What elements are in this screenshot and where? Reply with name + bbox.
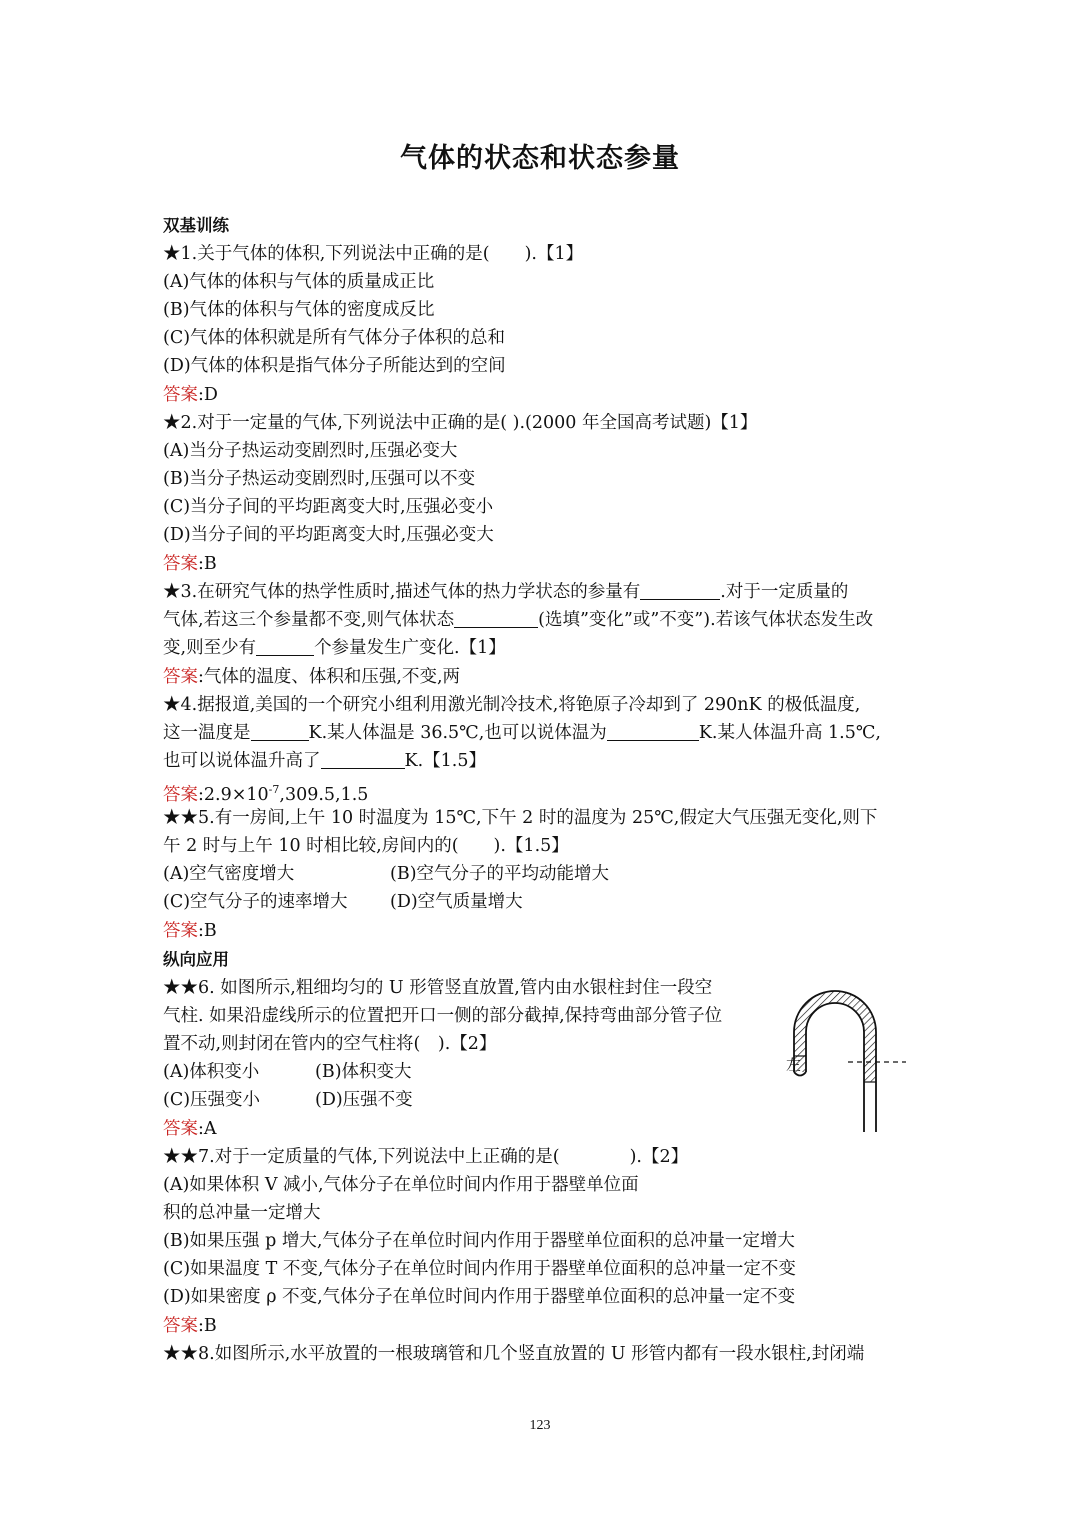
section-heading-basic: 双基训练 [163,216,229,235]
q8-line-1: ★★8.如图所示,水平放置的一根玻璃管和几个竖直放置的 U 形管内都有一段水银柱,封闭端 [163,1344,865,1364]
figure-label-left: 左 [786,1056,802,1074]
q5-option-a: (A)空气密度增大 [163,864,295,884]
q3-line-1: ★3.在研究气体的热学性质时,描述气体的热力学状态的参量有 .对于一定质量的 [163,582,849,602]
q7-stem: ★★7.对于一定质量的气体,下列说法中上正确的是( ).【2】 [163,1147,689,1167]
q6-option-d: (D)压强不变 [315,1090,413,1110]
q6-option-b: (B)体积变大 [315,1062,412,1082]
q3-line-2: 气体,若这三个参量都不变,则气体状态 (选填”变化”或”不变”).若该气体状态发生改 [163,610,874,630]
u-tube-diagram [782,986,912,1132]
section-heading-applied: 纵向应用 [163,950,229,969]
fill-blank [256,637,314,656]
q1-option-b: (B)气体的体积与气体的密度成反比 [163,300,435,320]
q5-line-2: 午 2 时与上午 10 时相比较,房间内的( ).【1.5】 [163,836,569,856]
q5-option-d: (D)空气质量增大 [390,892,523,912]
fill-blank [321,750,405,769]
q4-line-2: 这一温度是 K.某人体温是 36.5℃,也可以说体温为 K.某人体温升高 1.5℃, [163,723,881,743]
q6-options-row-2 [163,1087,413,1113]
q1-option-d: (D)气体的体积是指气体分子所能达到的空间 [163,356,506,376]
page-number: 123 [529,1418,551,1433]
q2-stem: ★2.对于一定量的气体,下列说法中正确的是( ).(2000 年全国高考试题)【1】 [163,413,758,433]
q1-option-a: (A)气体的体积与气体的质量成正比 [163,272,435,292]
q3-answer: 答案:气体的温度、体积和压强,不变,两 [163,667,461,687]
q6-line-1: ★★6. 如图所示,粗细均匀的 U 形管竖直放置,管内由水银柱封住一段空 [163,978,713,998]
q2-option-d: (D)当分子间的平均距离变大时,压强必变大 [163,525,494,545]
fill-blank [640,581,720,600]
tube-inner-wall [806,1003,864,1132]
q2-option-a: (A)当分子热运动变剧烈时,压强必变大 [163,441,458,461]
q6-option-c: (C)压强变小 [163,1090,261,1110]
q5-options-row-2 [163,889,523,915]
answer-label: 答案 [163,385,198,405]
q4-answer: 答案$:2.9\times 10^{-7},309.5,1.5$ [163,783,369,805]
fill-blank [607,722,699,741]
q1-answer-value: D [203,385,218,405]
q7-option-d: (D)如果密度 ρ 不变,气体分子在单位时间内作用于器壁单位面积的总冲量一定不变 [163,1287,796,1307]
answer-label: 答案 [163,1119,198,1139]
q5-options-row-1 [163,861,610,887]
q5-line-1: ★★5.有一房间,上午 10 时温度为 15℃,下午 2 时的温度为 25℃,假定大气压强无变化,则下 [163,808,878,828]
fill-blank [454,609,538,628]
q6-options-row-1 [163,1059,412,1085]
q5-option-c: (C)空气分子的速率增大 [163,892,348,912]
q5-option-b: (B)空气分子的平均动能增大 [390,864,610,884]
answer-label: 答案 [163,1316,198,1336]
q2-answer-value: B [203,554,217,574]
q5-answer: 答案:B [163,921,217,941]
q3-answer-value: 气体的温度、体积和压强,不变,两 [203,667,461,687]
q7-answer: 答案:B [163,1316,217,1336]
q7-option-a-line-2: 积的总冲量一定增大 [163,1203,321,1223]
q1-stem: ★1.关于气体的体积,下列说法中正确的是( ).【1】 [163,244,584,264]
u-tube-figure [782,986,912,1132]
q4-line-3: 也可以说体温升高了 K.【1.5】 [163,751,486,771]
answer-label: 答案 [163,921,198,941]
q4-line-1: ★4.据报道,美国的一个研究小组利用激光制冷技术,将铯原子冷却到了 290nK 的极低温度, [163,695,861,715]
fill-blank [251,722,309,741]
q6-option-a: (A)体积变小 [163,1062,260,1082]
answer-label: 答案 [163,554,198,574]
page-title: 气体的状态和状态参量 [400,143,680,174]
q6-line-3: 置不动,则封闭在管内的空气柱将( ).【2】 [163,1034,497,1054]
q2-option-b: (B)当分子热运动变剧烈时,压强可以不变 [163,469,476,489]
q6-answer: 答案:A [163,1119,217,1139]
q7-option-a-line-1: (A)如果体积 V 减小,气体分子在单位时间内作用于器壁单位面 [163,1175,639,1195]
q7-option-b: (B)如果压强 p 增大,气体分子在单位时间内作用于器壁单位面积的总冲量一定增大 [163,1231,795,1251]
q2-option-c: (C)当分子间的平均距离变大时,压强必变小 [163,497,494,517]
q2-answer: 答案:B [163,554,217,574]
answer-label: 答案 [163,784,198,805]
q6-line-2: 气柱. 如果沿虚线所示的位置把开口一侧的部分截掉,保持弯曲部分管子位 [163,1006,723,1026]
q1-answer: 答案:D [163,385,218,405]
q1-option-c: (C)气体的体积就是所有气体分子体积的总和 [163,328,506,348]
answer-label: 答案 [163,667,198,687]
q3-line-3: 变,则至少有 个参量发生广变化.【1】 [163,638,506,658]
q7-option-c: (C)如果温度 T 不变,气体分子在单位时间内作用于器壁单位面积的总冲量一定不变 [163,1259,796,1279]
